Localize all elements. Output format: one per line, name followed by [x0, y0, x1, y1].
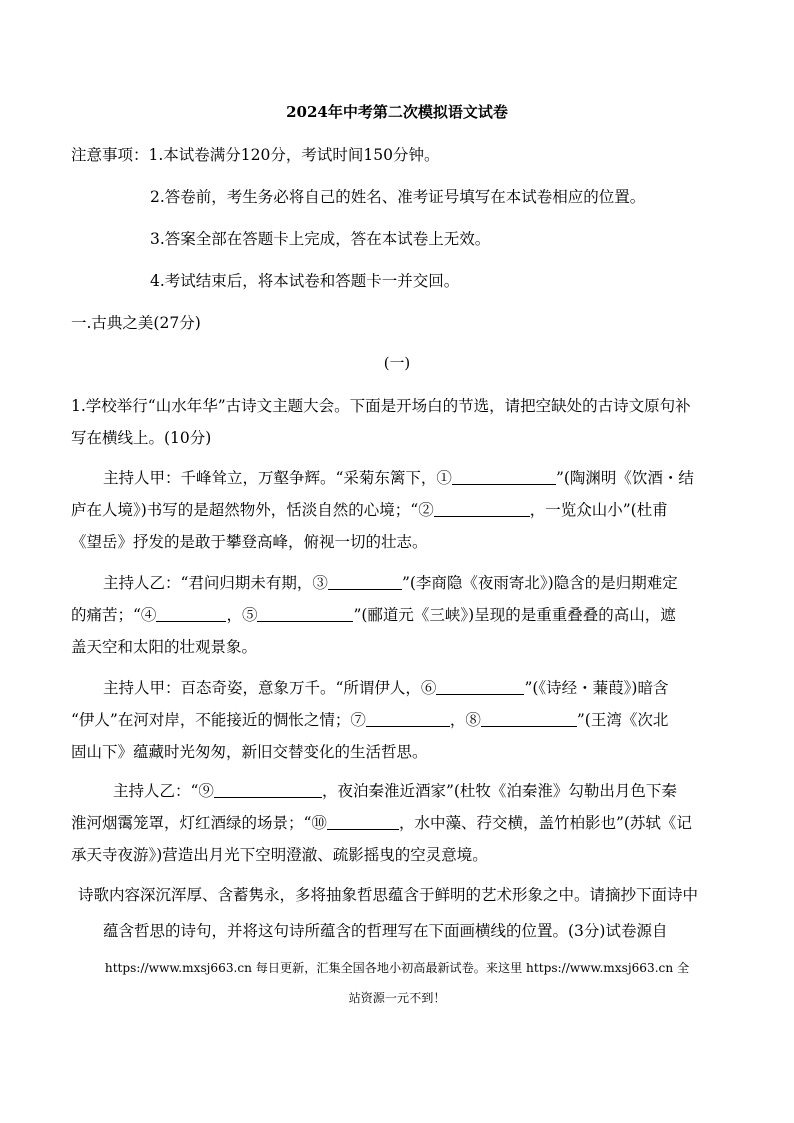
p4-line-2	[71, 812, 692, 834]
p3-text-e: ”(王湾《次北	[576, 711, 669, 729]
p3-text-a: 主持人甲：百态奇姿，意象万千。“所谓伊人，⑥	[103, 679, 437, 697]
footer-line-2: 站资源一元不到！	[348, 991, 446, 1005]
p4-text-c: 淮河烟霭笼罩，灯红酒绿的场景；“⑩	[71, 814, 327, 832]
blank-5[interactable]	[257, 605, 353, 622]
exam-title: 2024年中考第二次模拟语文试卷	[286, 103, 508, 121]
q1-line-2: 写在横线上。(10分)	[71, 429, 212, 447]
blank-3[interactable]	[328, 573, 402, 590]
q2-line-1: 诗歌内容深沉浑厚、含蓄隽永，多将抽象哲思蕴含于鲜明的艺术形象之中。请摘抄下面诗中	[78, 886, 699, 904]
blank-6[interactable]	[436, 678, 524, 695]
p3-text-c: “伊人”在河对岸，不能接近的惆怅之情；⑦	[71, 711, 366, 729]
p2-text-d: ，⑤	[226, 606, 258, 624]
notes-label: 注意事项：	[71, 146, 149, 164]
p2-text-e: ”(郦道元《三峡》)呈现的是重重叠叠的高山，遮	[353, 606, 676, 624]
blank-8[interactable]	[481, 710, 577, 727]
p1-text-d: ，一览众山小”(杜甫	[529, 501, 668, 519]
footer-line-1: https://www.mxsj663.cn 每日更新，汇集全国各地小初高最新试卷。来这里 https://www.mxsj663.cn 全	[104, 961, 690, 975]
p2-line-3: 盖天空和太阳的壮观景象。	[71, 638, 258, 656]
q2-line-2: 蕴含哲思的诗句，并将这句诗所蕴含的哲理写在下面画横线的位置。(3分)试卷源自	[103, 922, 668, 940]
section-heading: 一.古典之美(27分)	[71, 314, 201, 332]
p3-line-1	[103, 677, 668, 699]
p2-line-1	[103, 572, 678, 594]
blank-10[interactable]	[327, 813, 399, 830]
p1-text-b: ”(陶渊明《饮酒・结	[555, 469, 694, 487]
p1-line-3: 《望岳》抒发的是敢于攀登高峰，俯视一切的壮志。	[71, 533, 428, 551]
p1-line-2	[71, 499, 668, 521]
p4-text-a: 主持人乙：“⑨	[113, 782, 214, 800]
p4-text-b: ，夜泊秦淮近酒家”(杜牧《泊秦淮》勾勒出月色下秦	[321, 782, 677, 800]
blank-9[interactable]	[214, 781, 322, 798]
blank-2[interactable]	[434, 500, 530, 517]
blank-4[interactable]	[156, 605, 226, 622]
p1-text-a: 主持人甲：千峰耸立，万壑争辉。“采菊东篱下，①	[103, 469, 452, 487]
p2-text-c: 的痛苦；“④	[71, 606, 157, 624]
p4-line-1	[113, 780, 677, 802]
p4-text-d: ，水中藻、荇交横，盖竹柏影也”(苏轼《记	[398, 814, 692, 832]
p3-line-3: 固山下》蕴藏时光匆匆，新旧交替变化的生活哲思。	[71, 743, 428, 761]
notes-item-3: 3.答案全部在答题卡上完成，答在本试卷上无效。	[150, 230, 491, 248]
q1-line-1: 1.学校举行“山水年华”古诗文主题大会。下面是开场白的节选，请把空缺处的古诗文原句补	[71, 397, 691, 415]
p3-text-b: ”(《诗经・蒹葭》)暗含	[524, 679, 669, 697]
p1-text-c: 庐在人境》)书写的是超然物外，恬淡自然的心境；“②	[71, 501, 434, 519]
p3-line-2	[71, 709, 668, 731]
p3-text-d: ，⑧	[449, 711, 481, 729]
p2-line-2	[71, 604, 676, 626]
p1-line-1	[103, 467, 694, 489]
notes-item-2: 2.答卷前，考生务必将自己的姓名、准考证号填写在本试卷相应的位置。	[150, 188, 646, 206]
notes-line-1	[71, 144, 439, 166]
blank-7[interactable]	[366, 710, 450, 727]
notes-item-4: 4.考试结束后，将本试卷和答题卡一并交回。	[150, 272, 460, 290]
blank-1[interactable]	[452, 468, 556, 485]
p2-text-b: ”(李商隐《夜雨寄北》)隐含的是归期难定	[401, 574, 678, 592]
p4-line-3: 承天寺夜游》)营造出月光下空明澄澈、疏影摇曳的空灵意境。	[71, 846, 488, 864]
section-sub: (一)	[383, 355, 411, 372]
p2-text-a: 主持人乙：“君问归期未有期，③	[103, 574, 328, 592]
notes-item-1: 1.本试卷满分120分，考试时间150分钟。	[148, 146, 440, 164]
